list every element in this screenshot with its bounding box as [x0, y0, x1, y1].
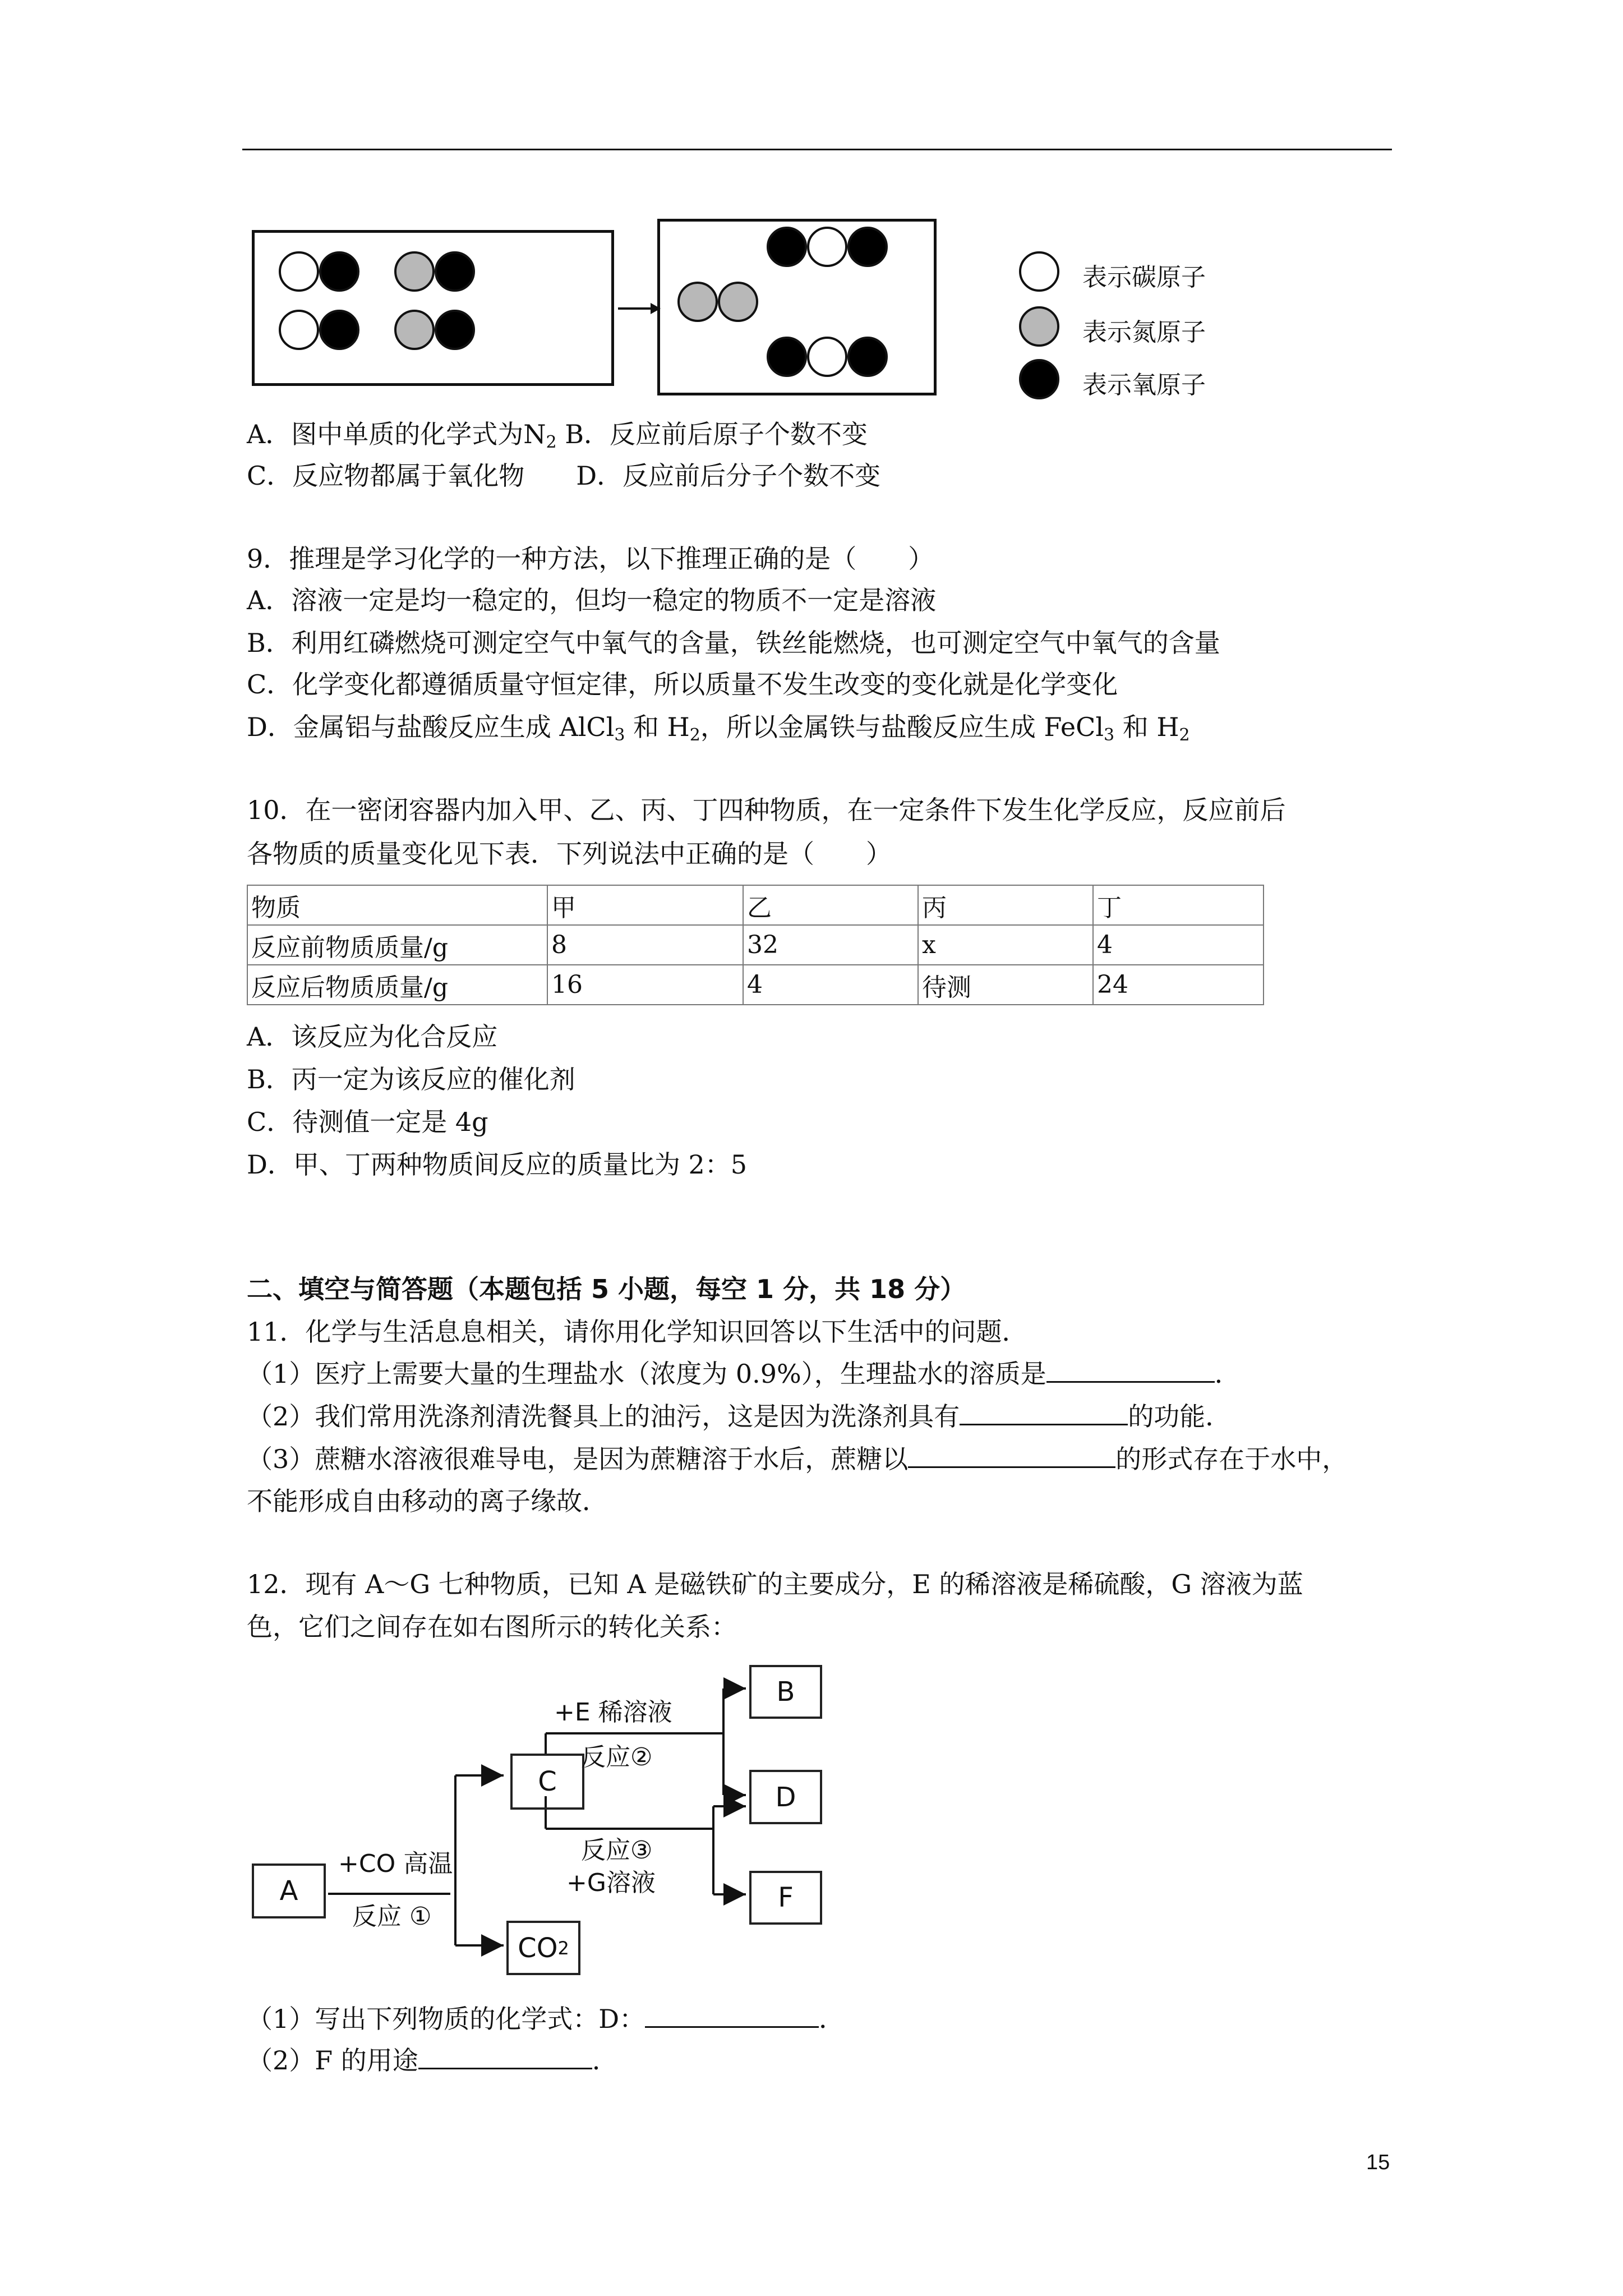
oxygen-atom: [767, 337, 807, 377]
oxygen-atom: [435, 310, 475, 350]
nitrogen-atom: [394, 310, 435, 350]
q8-options-ab: [247, 417, 868, 451]
q10-option-b: B．丙一定为该反应的催化剂: [247, 1064, 575, 1094]
oxygen-atom: [319, 251, 359, 292]
table-cell: 32: [743, 925, 918, 965]
table-cell: 甲: [547, 885, 743, 925]
carbon-atom: [279, 251, 319, 292]
q9-option-a: A．溶液一定是均一稳定的，但均一稳定的物质不一定是溶液: [247, 585, 937, 615]
label-reaction-3: 反应③: [581, 1836, 653, 1865]
q11-stem: 11．化学与生活息息相关，请你用化学知识回答以下生活中的问题．: [247, 1317, 1028, 1347]
q9-option-b: B．利用红磷燃烧可测定空气中氧气的含量，铁丝能燃烧，也可测定空气中氧气的含量: [247, 628, 1220, 658]
q9-d-sub3: 3: [1104, 725, 1115, 745]
nitrogen-atom: [677, 282, 718, 322]
answer-blank[interactable]: [645, 2001, 819, 2028]
q11-part2: [247, 1399, 1231, 1433]
label-e-dilute: +E 稀溶液: [554, 1698, 672, 1727]
q11-part3: [247, 1442, 1348, 1476]
oxygen-atom: [767, 227, 807, 267]
q8-option-a-text: A．图中单质的化学式为: [247, 419, 524, 449]
table-cell: 待测: [918, 965, 1093, 1005]
legend-nitrogen-label: 表示氮原子: [1082, 318, 1206, 347]
co2-label: CO: [518, 1932, 558, 1964]
table-cell: 反应后物质质量/g: [247, 965, 547, 1005]
label-reaction-2: 反应②: [581, 1743, 653, 1772]
q9-d-sub2: 2: [689, 725, 700, 745]
table-cell: 丁: [1093, 885, 1264, 925]
q12-part1-end: ．: [819, 2004, 845, 2034]
q9-stem: 9．推理是学习化学的一种方法，以下推理正确的是（ ）: [247, 544, 934, 574]
q8-options-cd: C．反应物都属于氧化物 D．反应前后分子个数不变: [247, 461, 881, 491]
carbon-atom: [807, 227, 847, 267]
q12-part1: [247, 2001, 845, 2036]
reaction-arrow: [617, 297, 662, 320]
box-a: A: [252, 1864, 326, 1918]
legend-nitrogen-atom: [1019, 306, 1059, 347]
q11-part1: [247, 1356, 1241, 1391]
q12-stem-line1: 12．现有 A～G 七种物质，已知 A 是磁铁矿的主要成分，E 的稀溶液是稀硫酸，G 溶液为蓝: [247, 1569, 1303, 1599]
q10-option-d: D．甲、丁两种物质间反应的质量比为 2：5: [247, 1149, 748, 1180]
q12-part1-text: （1）写出下列物质的化学式：D：: [247, 2004, 645, 2034]
box-f: F: [749, 1871, 822, 1925]
table-cell: 乙: [743, 885, 918, 925]
page-number: 15: [1366, 2151, 1390, 2174]
nitrogen-atom: [718, 282, 758, 322]
carbon-atom: [279, 310, 319, 350]
q12-part2: [247, 2043, 618, 2077]
legend-oxygen-label: 表示氧原子: [1082, 371, 1206, 399]
q9-d-part4: 和 H: [1114, 712, 1179, 742]
box-c: C: [510, 1754, 584, 1810]
q9-option-c: C．化学变化都遵循质量守恒定律，所以质量不发生改变的变化就是化学变化: [247, 669, 1118, 700]
header-rule: [242, 149, 1392, 150]
answer-blank[interactable]: [1046, 1356, 1215, 1383]
table-row: [247, 925, 1264, 965]
q11-part3-text: （3）蔗糖水溶液很难导电，是因为蔗糖溶于水后，蔗糖以: [247, 1444, 909, 1474]
box-co2: CO 2: [506, 1921, 580, 1975]
table-cell: 4: [743, 965, 918, 1005]
q9-d-part3: ，所以金属铁与盐酸反应生成 FeCl: [700, 712, 1104, 742]
q9-d-sub4: 2: [1179, 725, 1190, 745]
answer-blank[interactable]: [960, 1399, 1128, 1425]
q10-stem-line2: 各物质的质量变化见下表．下列说法中正确的是（ ）: [247, 839, 892, 869]
label-g-solution: +G溶液: [566, 1869, 656, 1897]
table-cell: 物质: [247, 885, 547, 925]
answer-blank[interactable]: [418, 2043, 592, 2069]
box-b: B: [749, 1665, 822, 1719]
q9-d-part1: D．金属铝与盐酸反应生成 AlCl: [247, 712, 615, 742]
oxygen-atom: [319, 310, 359, 350]
q8-formula-symbol: N: [523, 419, 546, 449]
table-cell: 丙: [918, 885, 1093, 925]
q12-stem-line2: 色，它们之间存在如右图所示的转化关系：: [247, 1612, 737, 1642]
section-heading: 二、填空与简答题（本题包括 5 小题，每空 1 分，共 18 分）: [247, 1274, 966, 1304]
q11-part1-end: ．: [1214, 1359, 1241, 1389]
q10-option-c: C．待测值一定是 4g: [247, 1107, 488, 1137]
table-cell: x: [918, 925, 1093, 965]
q11-part1-text: （1）医疗上需要大量的生理盐水（浓度为 0.9%），生理盐水的溶质是: [247, 1359, 1046, 1389]
answer-blank[interactable]: [908, 1442, 1115, 1468]
q11-part2-end: 的功能．: [1128, 1401, 1232, 1432]
table-header-row: [247, 885, 1264, 925]
table-cell: 4: [1093, 925, 1264, 965]
legend-oxygen-atom: [1019, 359, 1059, 399]
q12-part2-text: （2）F 的用途: [247, 2045, 418, 2076]
box-d: D: [749, 1770, 822, 1824]
q9-d-sub1: 3: [614, 725, 625, 745]
oxygen-atom: [435, 251, 475, 292]
carbon-atom: [807, 337, 847, 377]
label-reaction-1: 反应 ①: [352, 1902, 432, 1931]
q11-part3-end: 的形式存在于水中，: [1115, 1444, 1348, 1474]
legend-carbon-atom: [1019, 251, 1059, 292]
q11-part2-text: （2）我们常用洗涤剂清洗餐具上的油污，这是因为洗涤剂具有: [247, 1401, 960, 1432]
q11-part3-continued: 不能形成自由移动的离子缘故．: [247, 1486, 608, 1516]
q9-d-part2: 和 H: [625, 712, 690, 742]
table-cell: 16: [547, 965, 743, 1005]
q8-formula-subscript: 2: [546, 432, 557, 452]
oxygen-atom: [847, 227, 888, 267]
q10-option-a: A．该反应为化合反应: [247, 1022, 498, 1052]
table-cell: 8: [547, 925, 743, 965]
label-co-high-temp: +CO 高温: [338, 1849, 453, 1878]
q8-option-b-text: B．反应前后原子个数不变: [556, 419, 868, 449]
nitrogen-atom: [394, 251, 435, 292]
q12-part2-end: ．: [592, 2045, 618, 2076]
q10-stem-line1: 10．在一密闭容器内加入甲、乙、丙、丁四种物质，在一定条件下发生化学反应，反应前后: [247, 795, 1286, 825]
oxygen-atom: [847, 337, 888, 377]
q10-mass-table: [247, 885, 1264, 1005]
legend-carbon-label: 表示碳原子: [1082, 263, 1206, 292]
table-cell: 24: [1093, 965, 1264, 1005]
table-row: [247, 965, 1264, 1005]
table-cell: 反应前物质质量/g: [247, 925, 547, 965]
q9-option-d: [247, 710, 1190, 744]
